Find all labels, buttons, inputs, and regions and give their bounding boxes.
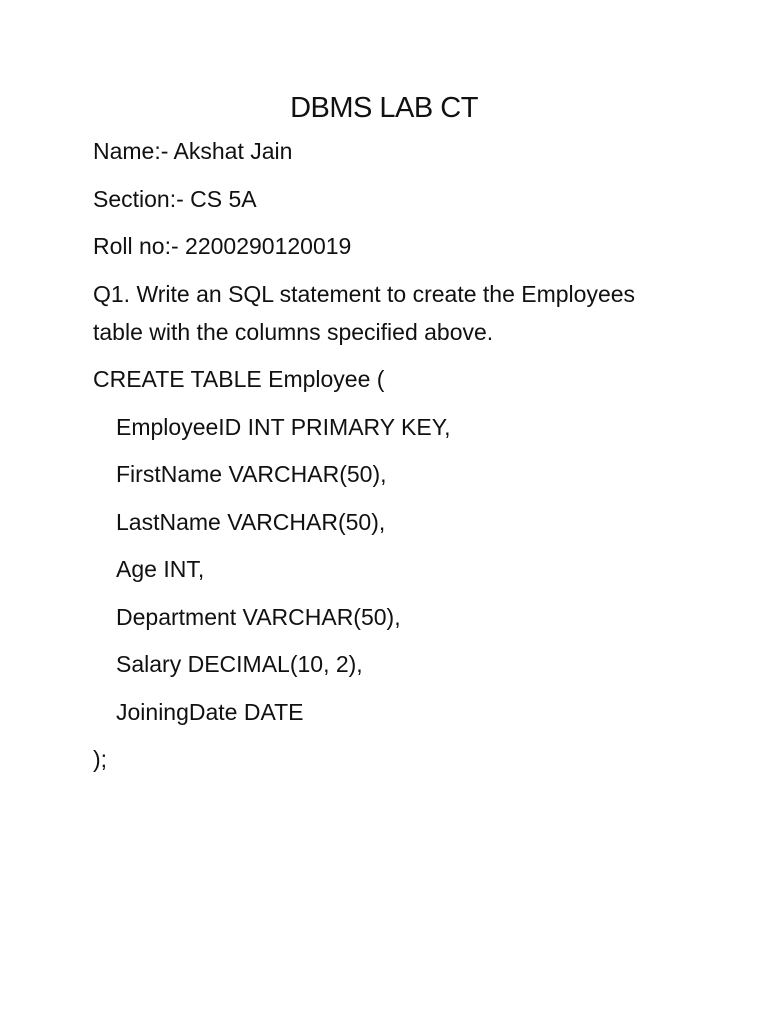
code-line-column: LastName VARCHAR(50), (116, 508, 386, 535)
code-line-open: CREATE TABLE Employee ( (93, 366, 385, 392)
code-line-column: EmployeeID INT PRIMARY KEY, (116, 413, 451, 440)
question-text: Q1. Write an SQL statement to create the Employees table with the columns specified above. (93, 280, 636, 345)
sql-code-block (93, 360, 653, 778)
code-line-column: Salary DECIMAL(10, 2), (116, 651, 363, 677)
code-line-column: FirstName VARCHAR(50), (116, 461, 387, 487)
code-line-column: JoiningDate DATE (116, 698, 304, 725)
code-line-column: Department VARCHAR(50), (116, 603, 401, 630)
student-name: Name:- Akshat Jain (93, 138, 293, 164)
document-title: DBMS LAB CT (290, 92, 478, 124)
document-body (93, 132, 653, 788)
code-line-close: ); (93, 746, 108, 772)
student-roll-no: Roll no:- 2200290120019 (93, 233, 352, 259)
student-section: Section:- CS 5A (93, 185, 257, 212)
code-line-column: Age INT, (116, 556, 205, 582)
